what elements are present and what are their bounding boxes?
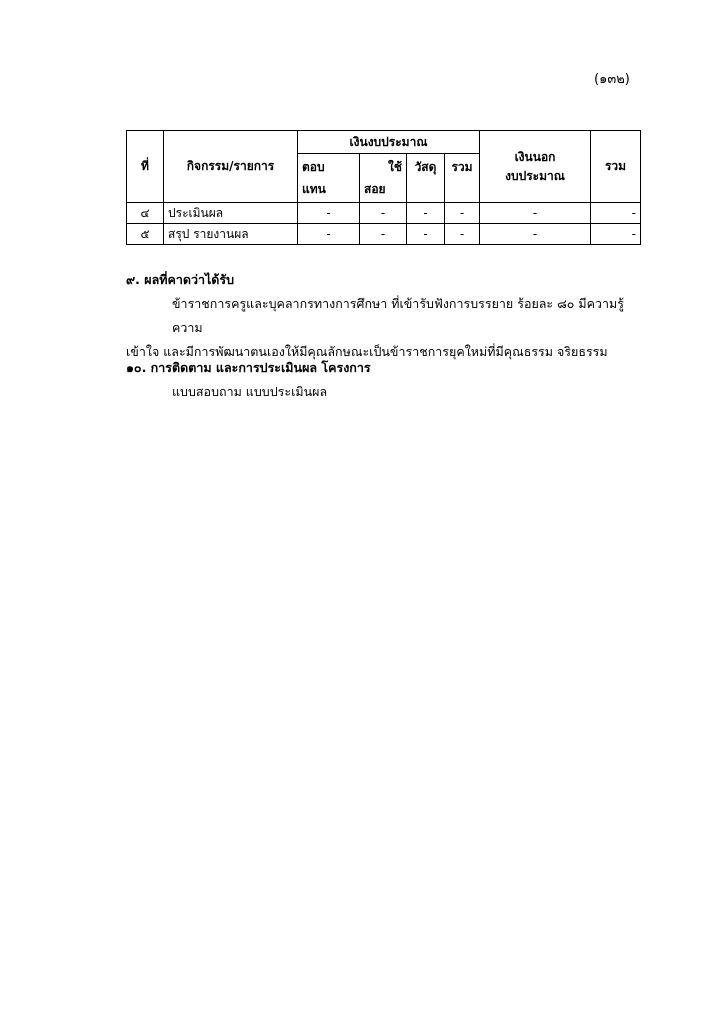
table-row xyxy=(127,224,641,245)
header-non-budget-line1: เงินนอก xyxy=(514,149,556,164)
table-header-row-1 xyxy=(127,131,641,154)
section9-title: ๙. ผลที่คาดว่าได้รับ xyxy=(126,272,235,287)
header-compensation xyxy=(298,154,360,203)
row-subtotal: - xyxy=(445,203,480,224)
row-materials: - xyxy=(407,203,445,224)
header-budget-group: เงินงบประมาณ xyxy=(298,131,480,154)
header-total: รวม xyxy=(591,131,641,203)
row-no: ๔ xyxy=(127,203,164,224)
page-number: (๑๓๒) xyxy=(594,72,630,87)
header-expenses xyxy=(360,154,407,203)
row-activity: ประเมินผล xyxy=(164,203,298,224)
header-compensation-line2: แทน xyxy=(302,182,326,196)
row-no: ๕ xyxy=(127,224,164,245)
row-non-budget: - xyxy=(480,203,591,224)
header-non-budget xyxy=(480,131,591,203)
header-expenses-line1: ใช้ xyxy=(387,160,402,174)
header-expenses-line2: สอย xyxy=(364,182,386,196)
header-materials: วัสดุ xyxy=(407,154,445,203)
row-compensation: - xyxy=(298,224,360,245)
section9-line2: เข้าใจ และมีการพัฒนาตนเองให้มีคุณลักษณะเป็นข้าราชการยุคใหม่ที่มีคุณธรรม จริยธรรม xyxy=(126,344,608,359)
section9-line1: ข้าราชการครูและบุคลากรทางการศึกษา ที่เข้ารับฟังการบรรยาย ร้อยละ ๘๐ มีความรู้ความ xyxy=(172,296,624,335)
section-expected-results xyxy=(126,268,646,364)
header-subtotal: รวม xyxy=(445,154,480,203)
row-compensation: - xyxy=(298,203,360,224)
section-monitoring xyxy=(126,356,646,404)
row-materials: - xyxy=(407,224,445,245)
row-subtotal: - xyxy=(445,224,480,245)
header-activity: กิจกรรม/รายการ xyxy=(164,131,298,203)
header-no: ที่ xyxy=(127,131,164,203)
header-non-budget-line2: งบประมาณ xyxy=(505,168,565,183)
budget-table xyxy=(126,130,641,245)
table-row xyxy=(127,203,641,224)
row-expenses: - xyxy=(360,224,407,245)
row-non-budget: - xyxy=(480,224,591,245)
section10-title: ๑๐. การติดตาม และการประเมินผล โครงการ xyxy=(126,360,371,375)
row-expenses: - xyxy=(360,203,407,224)
section10-line1: แบบสอบถาม แบบประเมินผล xyxy=(172,384,328,399)
header-compensation-line1: ตอบ xyxy=(302,160,325,174)
row-activity: สรุป รายงานผล xyxy=(164,224,298,245)
row-total: - xyxy=(591,203,641,224)
row-total: - xyxy=(591,224,641,245)
